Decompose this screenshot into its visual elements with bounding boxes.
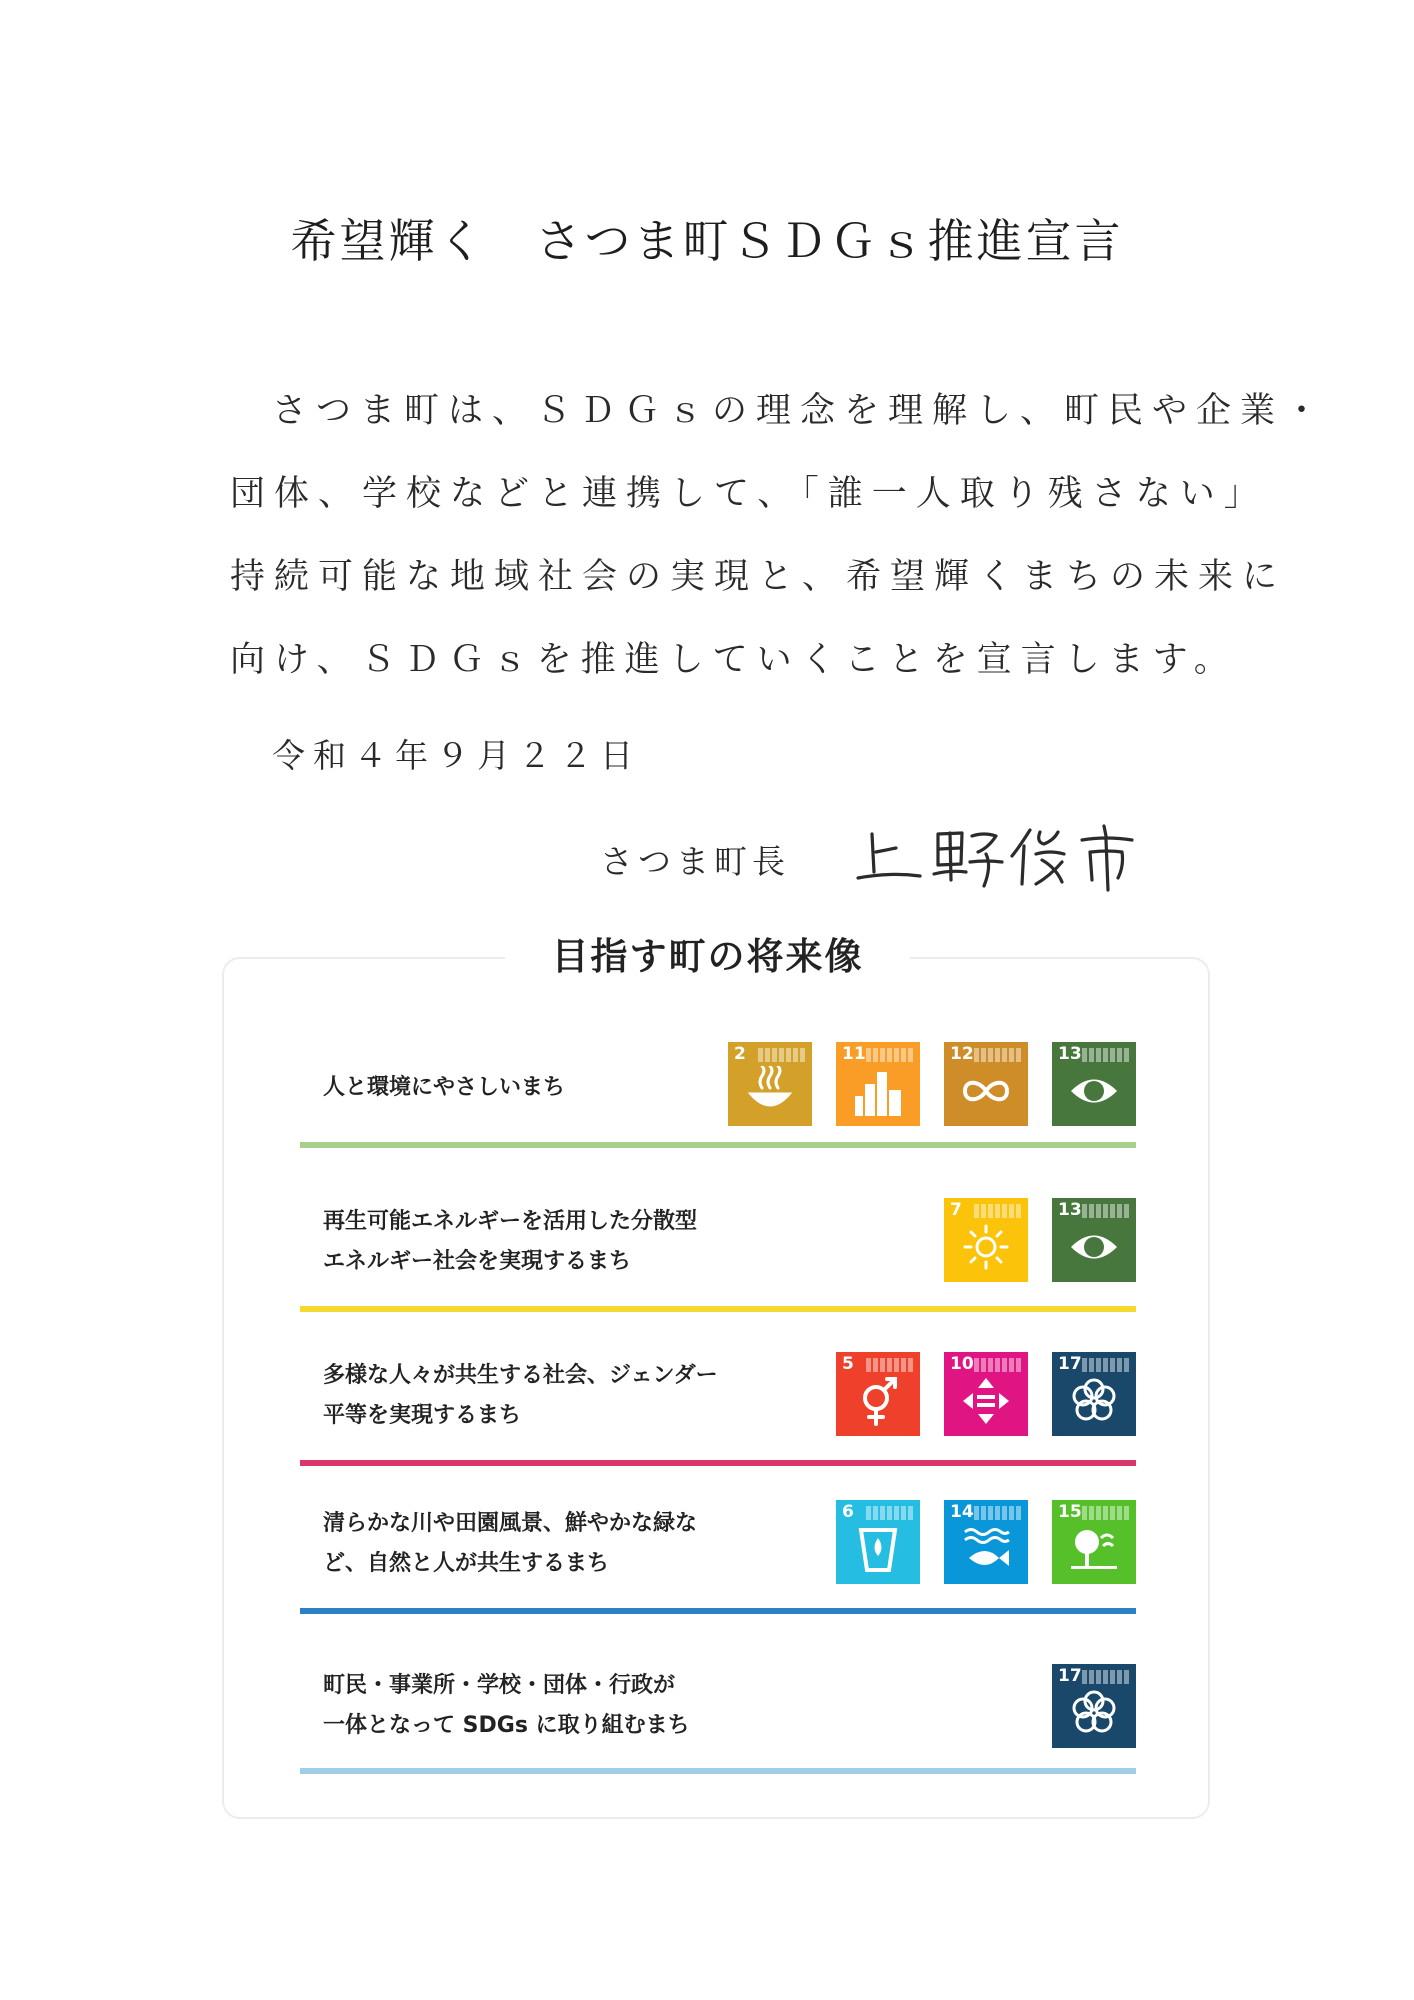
vision-row-line: ど、自然と人が共生するまち (323, 1551, 610, 1576)
vision-row-text (323, 1666, 690, 1746)
mayor-title: さつま町長 (600, 842, 790, 881)
declaration-line: さつま町は、ＳＤＧｓの理念を理解し、町民や企業・ (272, 391, 1329, 431)
declaration-line: 団体、学校などと連携して、「誰一人取り残さない」 (230, 474, 1268, 514)
eye-icon (1069, 1222, 1119, 1272)
vision-row-text (323, 1504, 697, 1584)
sdg-goal-number: 5 (842, 1354, 854, 1374)
flower-icon (1069, 1376, 1119, 1426)
vision-row-line: 人と環境にやさしいまち (323, 1075, 566, 1100)
vision-row-line: 清らかな川や田園風景、鮮やかな緑な (323, 1511, 698, 1536)
vision-row (300, 1664, 1136, 1768)
vision-row-line: エネルギー社会を実現するまち (323, 1249, 632, 1274)
sdg-goal-number: 6 (842, 1502, 854, 1522)
declaration-line: 向け、ＳＤＧｓを推進していくことを宣言します。 (230, 640, 1238, 680)
sdg-goal-13-icon (1052, 1042, 1136, 1126)
sdg-icons (812, 1500, 1136, 1584)
water-icon (853, 1524, 903, 1574)
sdg-goal-number: 15 (1058, 1502, 1082, 1522)
vision-row-text (323, 1202, 697, 1282)
sdg-goal-number: 2 (734, 1044, 746, 1064)
page-title: 希望輝く さつま町ＳＤＧｓ推進宣言 (290, 214, 1124, 268)
sun-icon (961, 1222, 1011, 1272)
gender-icon (853, 1376, 903, 1426)
row-divider (300, 1768, 1136, 1774)
equality-icon (961, 1376, 1011, 1426)
vision-row-line: 町民・事業所・学校・団体・行政が (323, 1673, 676, 1698)
sdg-icons (812, 1352, 1136, 1436)
vision-row-line: 多様な人々が共生する社会、ジェンダー (323, 1363, 718, 1388)
fish-icon (961, 1524, 1011, 1574)
sdg-goal-14-icon (944, 1500, 1028, 1584)
sdg-goal-number: 17 (1058, 1354, 1082, 1374)
sdg-goal-17-icon (1052, 1664, 1136, 1748)
vision-title: 目指す町の将来像 (505, 922, 910, 992)
sdg-icons (704, 1042, 1136, 1126)
row-divider (300, 1608, 1136, 1614)
sdg-goal-number: 10 (950, 1354, 974, 1374)
row-divider (300, 1460, 1136, 1466)
sdg-goal-5-icon (836, 1352, 920, 1436)
vision-row-line: 平等を実現するまち (323, 1403, 522, 1428)
sdg-goal-2-icon (728, 1042, 812, 1126)
sdg-goal-number: 17 (1058, 1666, 1082, 1686)
bowl-icon (745, 1066, 795, 1116)
row-divider (300, 1306, 1136, 1312)
sdg-goal-11-icon (836, 1042, 920, 1126)
vision-row (300, 1042, 1136, 1142)
declaration-line: 持続可能な地域社会の実現と、希望輝くまちの未来に (230, 557, 1287, 597)
sdg-icons (1028, 1664, 1136, 1748)
sdg-goal-17-icon (1052, 1352, 1136, 1436)
infinity-icon (961, 1066, 1011, 1116)
sdg-goal-number: 7 (950, 1200, 962, 1220)
sdg-goal-10-icon (944, 1352, 1028, 1436)
vision-row-line: 再生可能エネルギーを活用した分散型 (323, 1209, 698, 1234)
vision-row-text (323, 1356, 718, 1436)
vision-row (300, 1352, 1136, 1460)
sdg-goal-7-icon (944, 1198, 1028, 1282)
sdg-goal-number: 14 (950, 1502, 974, 1522)
city-icon (853, 1066, 903, 1116)
declaration-date: 令和４年９月２２日 (272, 736, 641, 775)
sdg-goal-6-icon (836, 1500, 920, 1584)
vision-row-text (323, 1068, 565, 1108)
sdg-goal-number: 13 (1058, 1044, 1082, 1064)
vision-row (300, 1198, 1136, 1306)
flower-icon (1069, 1688, 1119, 1738)
eye-icon (1069, 1066, 1119, 1116)
vision-row (300, 1500, 1136, 1608)
sdg-goal-number: 13 (1058, 1200, 1082, 1220)
sdg-goal-15-icon (1052, 1500, 1136, 1584)
sdg-goal-number: 11 (842, 1044, 866, 1064)
tree-icon (1069, 1524, 1119, 1574)
sdg-goal-13-icon (1052, 1198, 1136, 1282)
sdg-goal-number: 12 (950, 1044, 974, 1064)
sdg-icons (920, 1198, 1136, 1282)
sdg-goal-12-icon (944, 1042, 1028, 1126)
row-divider (300, 1142, 1136, 1148)
declaration-text (230, 370, 1329, 702)
handwritten-signature (850, 806, 1150, 906)
vision-row-line: 一体となって SDGs に取り組むまち (323, 1713, 690, 1738)
